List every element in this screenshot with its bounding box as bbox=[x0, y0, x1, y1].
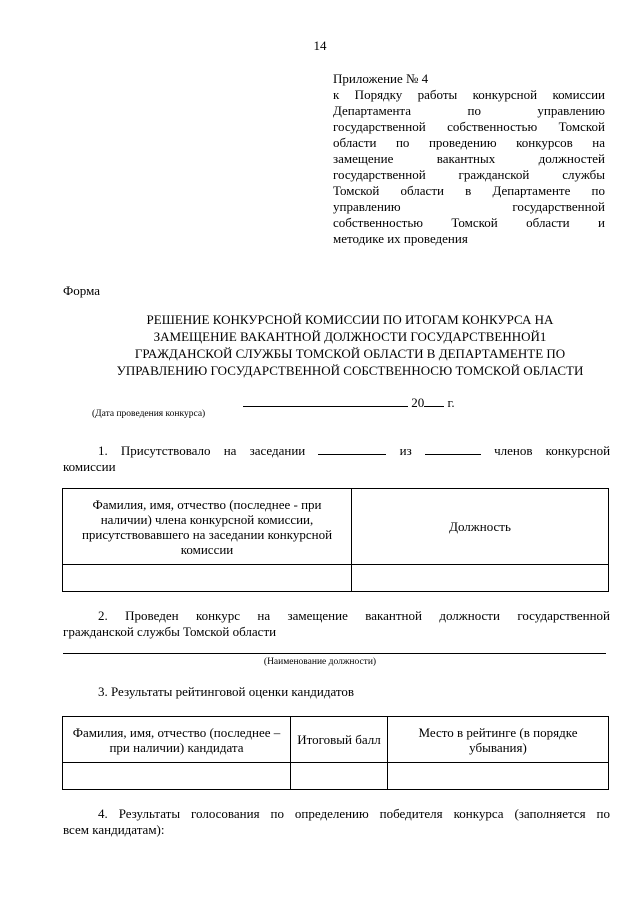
date-month-blank[interactable] bbox=[273, 393, 408, 407]
present-count-blank[interactable] bbox=[318, 441, 386, 455]
rating-table bbox=[62, 716, 609, 790]
table2-cell[interactable] bbox=[291, 763, 388, 790]
appendix-line: области по проведению конкурсов на bbox=[333, 135, 605, 150]
item-2 bbox=[63, 608, 610, 640]
date-day-blank[interactable] bbox=[243, 393, 269, 407]
page-number: 14 bbox=[313, 38, 327, 53]
table1-cell[interactable] bbox=[63, 565, 352, 592]
title-line: ЗАМЕЩЕНИЕ ВАКАНТНОЙ ДОЛЖНОСТИ ГОСУДАРСТВЕННОЙ1 bbox=[153, 329, 547, 344]
item-1-line-1 bbox=[63, 441, 610, 459]
position-caption: (Наименование должности) bbox=[263, 657, 377, 667]
table2-col2-header: Итоговый балл bbox=[291, 717, 388, 763]
total-members-blank[interactable] bbox=[425, 441, 481, 455]
table2-col1-header: Фамилия, имя, отчество (последнее – при наличии) кандидата bbox=[63, 717, 291, 763]
item-1-text-c: членов конкурсной bbox=[494, 443, 611, 458]
appendix-line: к Порядку работы конкурсной комиссии bbox=[333, 87, 605, 102]
appendix-line: управлению государственной bbox=[333, 199, 605, 214]
date-caption: (Дата проведения конкурса) bbox=[92, 409, 206, 419]
table1-col2-header: Должность bbox=[352, 489, 609, 565]
item-1-text-a: 1. Присутствовало на заседании bbox=[98, 443, 306, 458]
appendix-block bbox=[333, 71, 605, 247]
table2-cell[interactable] bbox=[63, 763, 291, 790]
appendix-line: Приложение № 4 bbox=[333, 71, 429, 86]
date-year-suffix: г. bbox=[447, 395, 455, 410]
item-4-line-1: 4. Результаты голосования по определению победителя конкурса (заполняется по bbox=[98, 806, 610, 821]
item-4-line-2: всем кандидатам): bbox=[63, 822, 165, 837]
table2-cell[interactable] bbox=[388, 763, 609, 790]
item-2-line-2: гражданской службы Томской области bbox=[63, 624, 277, 639]
item-1 bbox=[63, 441, 610, 475]
appendix-line: государственной собственностью Томской bbox=[333, 119, 605, 134]
table2-col3-header: Место в рейтинге (в порядке убывания) bbox=[388, 717, 609, 763]
table1-cell[interactable] bbox=[352, 565, 609, 592]
item-1-line-2: комиссии bbox=[63, 459, 116, 474]
date-line bbox=[243, 393, 455, 411]
appendix-line: собственностью Томской области и bbox=[333, 215, 605, 230]
appendix-line: Департамента по управлению bbox=[333, 103, 605, 118]
item-3-title: 3. Результаты рейтинговой оценки кандидатов bbox=[98, 684, 355, 699]
table1-col1-header: Фамилия, имя, отчество (последнее - при наличии) члена конкурсной комиссии, присутствовавшего на заседании конкурсной комиссии bbox=[63, 489, 352, 565]
appendix-line: методике их проведения bbox=[333, 231, 468, 246]
position-name-line[interactable] bbox=[63, 653, 606, 654]
appendix-line: замещение вакантных должностей bbox=[333, 151, 605, 166]
item-1-text-b: из bbox=[399, 443, 412, 458]
appendix-line: Томской области в Департаменте по bbox=[333, 183, 605, 198]
title-line: РЕШЕНИЕ КОНКУРСНОЙ КОМИССИИ ПО ИТОГАМ КОНКУРСА НА bbox=[146, 312, 554, 327]
date-year-prefix: 20 bbox=[411, 395, 425, 410]
form-label: Форма bbox=[63, 283, 100, 298]
title-line: УПРАВЛЕНИЮ ГОСУДАРСТВЕННОЙ СОБСТВЕННОСЮ ТОМСКОЙ ОБЛАСТИ bbox=[116, 363, 584, 378]
appendix-line: государственной гражданской службы bbox=[333, 167, 605, 182]
title-line: ГРАЖДАНСКОЙ СЛУЖБЫ ТОМСКОЙ ОБЛАСТИ В ДЕПАРТАМЕНТЕ ПО bbox=[134, 346, 566, 361]
item-4 bbox=[63, 806, 610, 838]
document-title bbox=[70, 311, 630, 379]
date-year-blank[interactable] bbox=[424, 393, 444, 407]
item-2-line-1: 2. Проведен конкурс на замещение вакантной должности государственной bbox=[98, 608, 610, 623]
members-table bbox=[62, 488, 609, 592]
